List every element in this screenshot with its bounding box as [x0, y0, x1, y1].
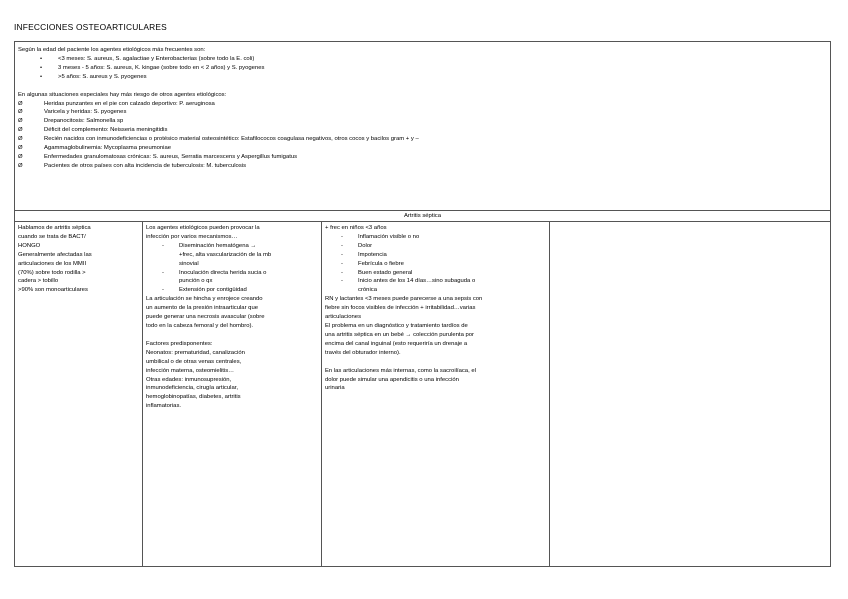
- text-line: umbilical o de otras venas centrales,: [146, 358, 242, 365]
- text-line: través del obturador interno).: [325, 349, 401, 356]
- text-line: una artritis séptica en un bebé → colección purulenta por: [325, 331, 474, 338]
- text-line: puede generar una necrosis avascular (sobre: [146, 314, 265, 321]
- mechanism-item: - Inoculación directa herida sucia o punción o qx: [162, 269, 318, 287]
- risk-situation-item: Ø Heridas punzantes en el pie con calzado deportivo: P. aeruginosa: [18, 100, 215, 107]
- section-header-artritis-septica: Artritis séptica: [15, 211, 831, 222]
- text-line: inflamatorias.: [146, 403, 182, 410]
- risk-situation-item: Ø Enfermedades granulomatosas crónicas: S. aureus, Serratia marcescens y Aspergillus fumigatus: [18, 153, 298, 160]
- symptom-item: - Inflamación visible o no: [341, 233, 546, 242]
- empty-column: [550, 222, 831, 567]
- text-line: Hablamos de artritis séptica: [18, 225, 91, 231]
- age-group-list: [18, 55, 827, 82]
- text-line: Otras edades: inmunosupresión,: [146, 376, 232, 383]
- text-line: + frec en niños <3 años: [325, 225, 387, 231]
- mechanism-item: - Extensión por contigüidad: [162, 286, 318, 295]
- page-title: INFECCIONES OSTEOARTICULARES: [14, 22, 167, 32]
- content-table: [14, 41, 831, 567]
- text-line: RN y lactantes <3 meses puede parecerse a una sepsis con: [325, 296, 483, 303]
- text-line: articulaciones de los MMII: [18, 260, 87, 267]
- text-line: >90% son monoarticulares: [18, 287, 88, 294]
- factors-title: Factores predisponentes:: [146, 340, 213, 347]
- age-group-item: • 3 meses - 5 años: S. aureus, K. kingae (sobre todo en < 2 años) y S. pyogenes: [40, 64, 827, 73]
- mechanism-list: [146, 242, 318, 295]
- text-line: cadera > tobillo: [18, 278, 59, 285]
- risk-situation-item: Ø Agammaglobulinemia: Mycoplasma pneumoniae: [18, 145, 172, 152]
- bullet-glyph: Ø: [18, 118, 23, 125]
- text-line: Los agentes etiológicos pueden provocar la: [146, 225, 260, 231]
- bullet-glyph: Ø: [18, 145, 23, 152]
- risk-situation-item: Ø Varicela y heridas: S. pyogenes: [18, 109, 127, 116]
- symptom-item: - Impotencia: [341, 251, 546, 260]
- text-line: En las articulaciones más internas, como la sacroilíaca, el: [325, 367, 476, 374]
- risk-situation-list: [18, 100, 827, 171]
- text-line: hemoglobinopatías, diabetes, artritis: [146, 394, 241, 401]
- text-line: infección materna, osteomielitis…: [146, 367, 235, 374]
- text-line: dolor puede simular una apendicitis o una infección: [325, 376, 459, 383]
- bullet-glyph: Ø: [18, 100, 23, 107]
- etiology-column: [143, 222, 322, 567]
- mechanism-item: - Diseminación hematógena → +frec, alta vascularización de la mb sinovial: [162, 242, 318, 269]
- bullet-glyph: Ø: [18, 162, 23, 169]
- bullet-glyph: Ø: [18, 127, 23, 134]
- text-line: cuando se trata de BACT/: [18, 233, 86, 240]
- risk-situation-item: Ø Recién nacidos con inmunodeficiencias o protésico material osteosintético: Estafilococos coagulasa negativos, otros cocos y bacilos gram + y –: [18, 136, 419, 143]
- text-line: todo en la cabeza femoral y del hombro).: [146, 322, 254, 329]
- bullet-glyph: Ø: [18, 136, 23, 143]
- text-line: un aumento de la presión intraarticular que: [146, 305, 258, 312]
- text-line: El problema en un diagnóstico y tratamiento tardíos de: [325, 322, 468, 329]
- age-group-item: • <3 meses: S. aureus, S. agalactiae y Enterobacterias (sobre todo la E. coli): [40, 55, 827, 64]
- risk-situation-item: Ø Déficit del complemento: Neisseria meningitidis: [18, 127, 168, 134]
- age-group-item: • >5 años: S. aureus y S. pyogenes: [40, 73, 827, 82]
- text-line: La articulación se hincha y enrojece creando: [146, 296, 263, 303]
- risk-situation-item: Ø Drepanocitosis: Salmonella sp: [18, 118, 124, 125]
- text-line: infección por varios mecanismos…: [146, 233, 238, 240]
- bullet-glyph: Ø: [18, 153, 23, 160]
- intro-paragraph: Según la edad del paciente los agentes etiológicos más frecuentes son:: [18, 47, 206, 53]
- bullet-glyph: Ø: [18, 109, 23, 116]
- risk-paragraph: En algunas situaciones especiales hay más riesgo de otros agentes etiológicos:: [18, 91, 227, 98]
- text-line: fiebre sin focos visibles de infección + irritabilidad…varias: [325, 305, 476, 312]
- text-line: HONGO: [18, 242, 41, 249]
- text-line: articulaciones: [325, 314, 362, 321]
- symptom-item: - Dolor: [341, 242, 546, 251]
- text-line: urinaria: [325, 385, 345, 392]
- clinical-column: [322, 222, 550, 567]
- symptom-item: - Buen estado general: [341, 269, 546, 278]
- definition-column: [15, 222, 143, 567]
- text-line: Neonatos: prematuridad, canalización: [146, 349, 245, 356]
- symptom-list: [325, 233, 546, 295]
- intro-cell: [15, 42, 831, 211]
- symptom-item: - Febrícula o fiebre: [341, 260, 546, 269]
- text-line: Generalmente afectadas las: [18, 251, 92, 258]
- text-line: (70%) sobre todo rodilla >: [18, 269, 86, 276]
- text-line: encima del canal inguinal (esto requeriría un drenaje a: [325, 340, 468, 347]
- symptom-item: - Inicio antes de los 14 días…sino subaguda o crónica: [341, 277, 546, 295]
- risk-situation-item: Ø Pacientes de otros países con alta incidencia de tuberculosis: M. tuberculosis: [18, 162, 247, 169]
- text-line: inmunodeficiencia, cirugía articular,: [146, 385, 239, 392]
